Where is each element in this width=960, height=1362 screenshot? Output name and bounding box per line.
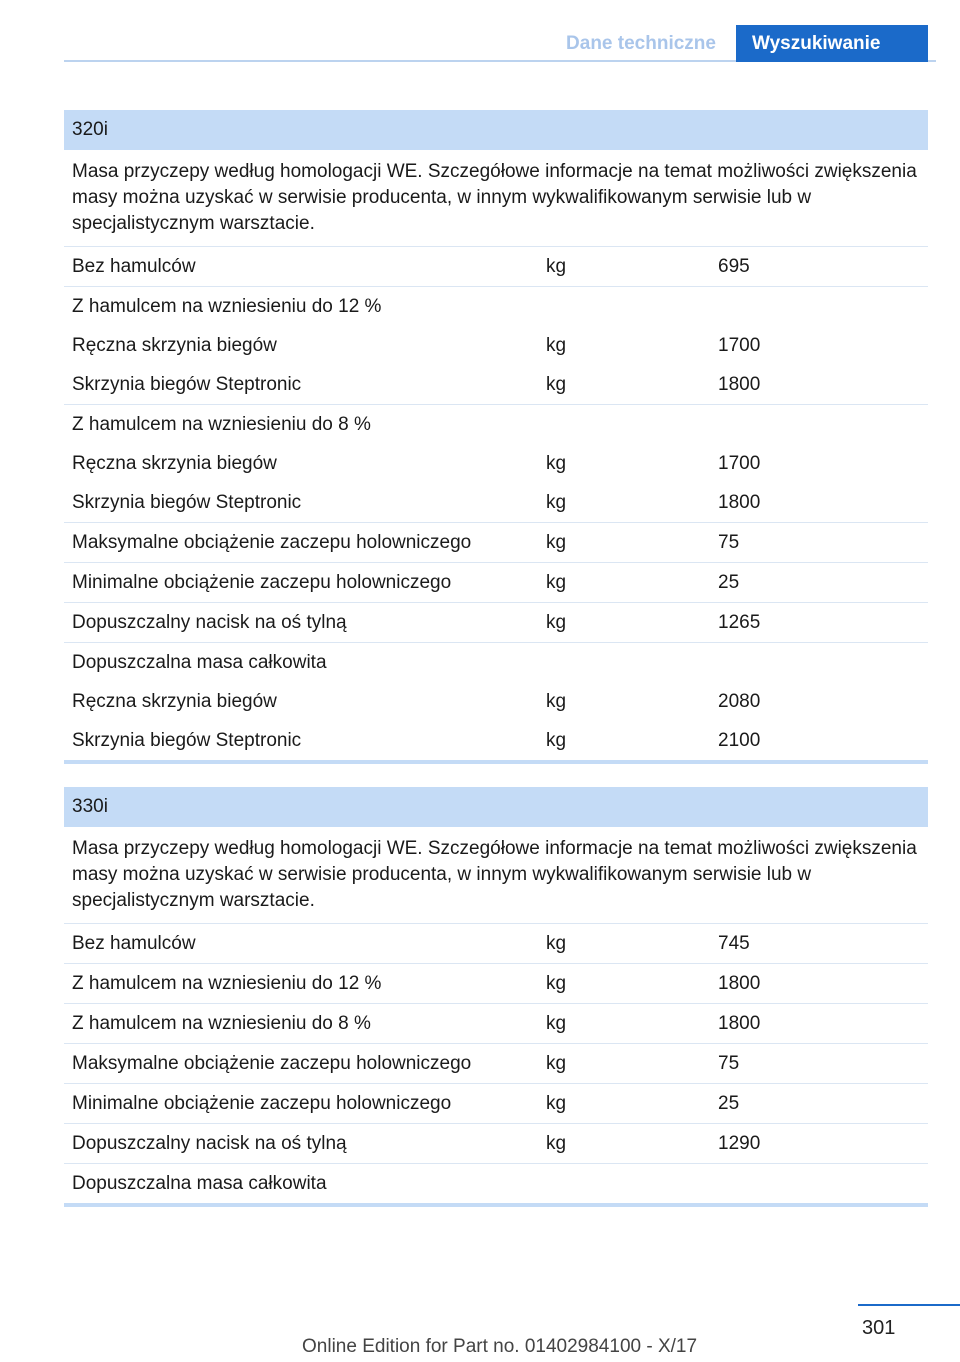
row-unit: kg bbox=[538, 483, 710, 523]
row-value: 1700 bbox=[718, 452, 761, 474]
table-row bbox=[64, 1124, 928, 1164]
row-label: Dopuszczalny nacisk na oś tylną bbox=[64, 1124, 538, 1164]
row-label: Minimalne obciążenie zaczepu holowniczego bbox=[64, 1084, 538, 1124]
table-row bbox=[64, 643, 928, 683]
row-value bbox=[710, 287, 928, 327]
row-label: Bez hamulców bbox=[64, 247, 538, 287]
row-label: Bez hamulców bbox=[64, 924, 538, 964]
row-label: Dopuszczalna masa całkowita bbox=[72, 651, 327, 673]
footer-edition: Online Edition for Part no. 01402984100 - X/17 bbox=[302, 1336, 698, 1357]
table-title: 330i bbox=[64, 787, 928, 827]
table-row bbox=[64, 1044, 928, 1084]
row-unit: kg bbox=[538, 523, 710, 563]
tab-dane-techniczne[interactable]: Dane techniczne bbox=[566, 33, 716, 54]
row-unit: kg bbox=[538, 721, 710, 762]
row-unit bbox=[538, 1164, 710, 1206]
row-label: Z hamulcem na wzniesieniu do 12 % bbox=[72, 295, 382, 317]
row-label: Skrzynia biegów Steptronic bbox=[64, 721, 538, 762]
row-value: 75 bbox=[710, 1044, 928, 1084]
row-value: 1800 bbox=[710, 365, 928, 405]
table-description: Masa przyczepy według homologacji WE. Szczegółowe informacje na temat możliwości zwiększenia masy można uzyskać w serwisie producenta, w innym wykwalifikowanym serwisie lub w specjalistycznym warsztacie. bbox=[64, 827, 928, 924]
table-row bbox=[64, 287, 928, 327]
row-unit: kg bbox=[538, 1044, 710, 1084]
table-row bbox=[64, 924, 928, 964]
row-unit bbox=[538, 287, 710, 327]
row-value: 1800 bbox=[710, 483, 928, 523]
row-value: 745 bbox=[710, 924, 928, 964]
row-value bbox=[710, 1164, 928, 1206]
table-row bbox=[64, 247, 928, 287]
table-row bbox=[64, 1004, 928, 1044]
row-unit bbox=[538, 643, 710, 683]
row-value: 2080 bbox=[718, 690, 761, 712]
row-unit: kg bbox=[538, 1004, 710, 1044]
row-label: Dopuszczalny nacisk na oś tylną bbox=[64, 603, 538, 643]
table-header bbox=[64, 110, 928, 150]
row-unit: kg bbox=[538, 247, 710, 287]
spec-table-330i bbox=[64, 787, 928, 1207]
row-unit: kg bbox=[538, 1084, 710, 1124]
row-unit: kg bbox=[546, 334, 567, 356]
row-value: 25 bbox=[710, 1084, 928, 1124]
spec-table-320i bbox=[64, 110, 928, 764]
table-title: 320i bbox=[64, 110, 928, 150]
row-label: Maksymalne obciążenie zaczepu holowniczego bbox=[64, 523, 538, 563]
row-label: Skrzynia biegów Steptronic bbox=[64, 365, 538, 405]
row-value: 1800 bbox=[710, 1004, 928, 1044]
row-unit: kg bbox=[538, 924, 710, 964]
row-value: 2100 bbox=[710, 721, 928, 762]
table-row bbox=[64, 1084, 928, 1124]
row-label: Z hamulcem na wzniesieniu do 12 % bbox=[64, 964, 538, 1004]
table-row bbox=[64, 721, 928, 762]
row-label: Z hamulcem na wzniesieniu do 8 % bbox=[72, 413, 371, 435]
row-unit: kg bbox=[538, 1124, 710, 1164]
row-label: Maksymalne obciążenie zaczepu holowniczego bbox=[64, 1044, 538, 1084]
row-unit: kg bbox=[546, 690, 567, 712]
row-value: 75 bbox=[710, 523, 928, 563]
table-row bbox=[64, 964, 928, 1004]
table-row bbox=[64, 326, 928, 365]
table-row bbox=[64, 483, 928, 523]
row-value: 695 bbox=[710, 247, 928, 287]
row-value: 1265 bbox=[710, 603, 928, 643]
table-row bbox=[64, 1164, 928, 1206]
table-header bbox=[64, 787, 928, 827]
table-row bbox=[64, 405, 928, 445]
table-row bbox=[64, 444, 928, 483]
row-value: 1800 bbox=[710, 964, 928, 1004]
row-label: Dopuszczalna masa całkowita bbox=[64, 1164, 538, 1206]
row-label: Ręczna skrzynia biegów bbox=[72, 690, 277, 712]
row-label: Ręczna skrzynia biegów bbox=[72, 334, 277, 356]
table-row bbox=[64, 563, 928, 603]
tab-wyszukiwanie[interactable]: Wyszukiwanie bbox=[736, 25, 928, 62]
table-row bbox=[64, 603, 928, 643]
row-unit bbox=[538, 405, 710, 445]
row-label: Skrzynia biegów Steptronic bbox=[64, 483, 538, 523]
row-value: 1700 bbox=[718, 334, 761, 356]
row-unit: kg bbox=[538, 365, 710, 405]
row-label: Minimalne obciążenie zaczepu holowniczego bbox=[64, 563, 538, 603]
row-value bbox=[710, 405, 928, 445]
footer-rule bbox=[858, 1304, 960, 1306]
row-label: Ręczna skrzynia biegów bbox=[72, 452, 277, 474]
row-value: 25 bbox=[710, 563, 928, 603]
table-description-row bbox=[64, 150, 928, 247]
row-value: 1290 bbox=[710, 1124, 928, 1164]
table-row bbox=[64, 365, 928, 405]
row-unit: kg bbox=[538, 603, 710, 643]
row-value bbox=[710, 643, 928, 683]
row-unit: kg bbox=[538, 964, 710, 1004]
table-description: Masa przyczepy według homologacji WE. Szczegółowe informacje na temat możliwości zwiększenia masy można uzyskać w serwisie producenta, w innym wykwalifikowanym serwisie lub w specjalistycznym warsztacie. bbox=[64, 150, 928, 247]
table-row bbox=[64, 523, 928, 563]
row-unit: kg bbox=[538, 563, 710, 603]
row-label: Z hamulcem na wzniesieniu do 8 % bbox=[64, 1004, 538, 1044]
page-number: 301 bbox=[862, 1317, 896, 1339]
table-description-row bbox=[64, 827, 928, 924]
row-unit: kg bbox=[546, 452, 567, 474]
table-row bbox=[64, 682, 928, 721]
